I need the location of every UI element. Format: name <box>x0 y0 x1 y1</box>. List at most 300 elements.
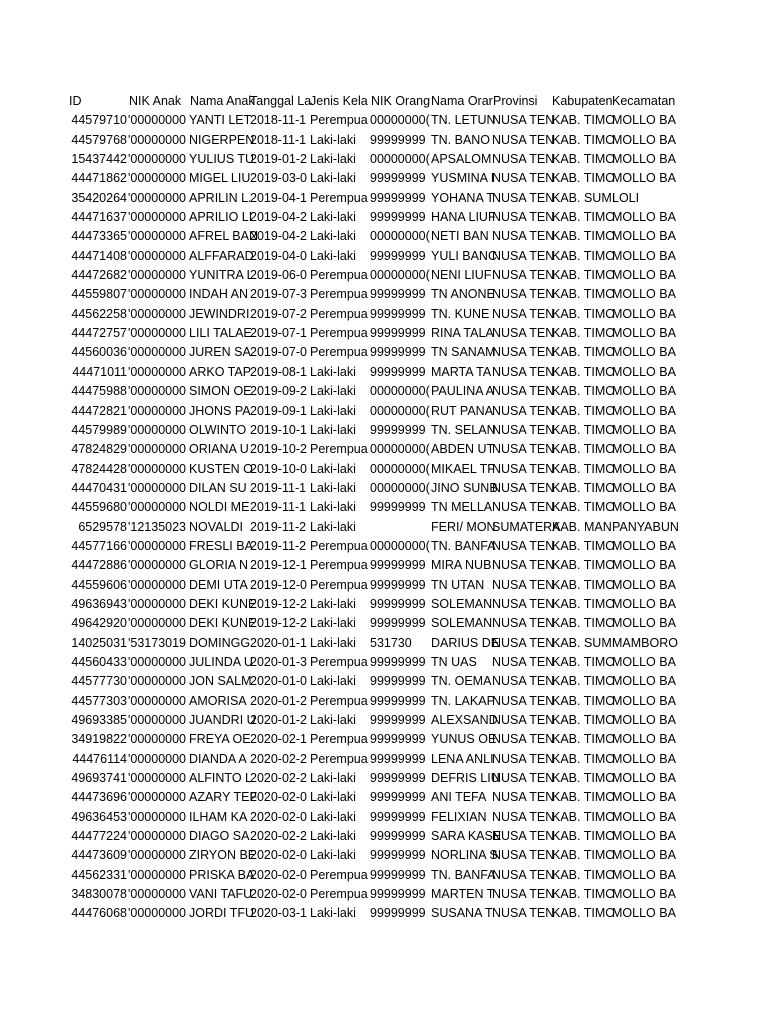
cell-kecamatan: LOLI <box>612 190 640 205</box>
table-body <box>0 111 679 923</box>
cell-kabupaten: KAB. SUMI <box>552 635 616 650</box>
cell-tanggal-lahir: 2019-04-2 <box>250 210 307 225</box>
cell-id: 44471862 <box>71 171 127 186</box>
cell-id: 44577303 <box>71 693 127 708</box>
cell-kabupaten: KAB. TIMO <box>552 616 615 631</box>
cell-jenis-kelamin: Perempua <box>310 190 368 205</box>
cell-id: 44477224 <box>71 829 127 844</box>
table-row <box>0 634 678 653</box>
cell-provinsi: NUSA TEN <box>492 171 555 186</box>
cell-kabupaten: KAB. TIMO <box>552 906 615 921</box>
cell-id: 44579989 <box>71 422 127 437</box>
cell-tanggal-lahir: 2018-11-1 <box>250 132 307 147</box>
cell-nik-orang-tua: 00000000( <box>370 113 430 128</box>
cell-nik-orang-tua: 00000000( <box>370 461 430 476</box>
cell-kabupaten: KAB. TIMO <box>552 248 615 263</box>
cell-id: 44475988 <box>71 384 127 399</box>
cell-jenis-kelamin: Perempua <box>310 654 368 669</box>
cell-kabupaten: KAB. TIMO <box>552 113 615 128</box>
cell-provinsi: NUSA TEN <box>492 422 555 437</box>
cell-jenis-kelamin: Laki-laki <box>310 635 356 650</box>
cell-nama-orang-tua: TN UTAN <box>431 577 485 592</box>
cell-nik-anak: '00000000 <box>128 480 187 495</box>
table-row <box>0 440 676 459</box>
header-kecamatan: Kecamatan <box>612 94 676 108</box>
cell-id: 44473365 <box>71 229 127 244</box>
cell-provinsi: NUSA TEN <box>492 132 555 147</box>
cell-kabupaten: KAB. TIMO <box>552 480 615 495</box>
table-row <box>0 169 676 188</box>
cell-tanggal-lahir: 2020-03-1 <box>250 906 307 921</box>
spreadsheet <box>0 92 679 924</box>
cell-kabupaten: KAB. TIMO <box>552 384 615 399</box>
cell-provinsi: NUSA TEN <box>492 654 555 669</box>
cell-kecamatan: MOLLO BA <box>612 364 676 379</box>
cell-nik-orang-tua: 99999999 <box>370 596 426 611</box>
cell-nik-anak: '00000000 <box>128 829 187 844</box>
cell-id: 34919822 <box>71 732 127 747</box>
cell-id: 49642920 <box>71 616 127 631</box>
cell-jenis-kelamin: Perempua <box>310 345 368 360</box>
cell-nik-anak: '00000000 <box>128 771 187 786</box>
cell-provinsi: NUSA TEN <box>492 113 555 128</box>
cell-jenis-kelamin: Perempua <box>310 867 368 882</box>
cell-id: 44471637 <box>71 210 127 225</box>
cell-nama-anak: GLORIA N <box>189 558 249 573</box>
cell-jenis-kelamin: Laki-laki <box>310 364 356 379</box>
cell-tanggal-lahir: 2019-03-0 <box>250 171 307 186</box>
cell-kecamatan: MOLLO BA <box>612 345 676 360</box>
cell-nik-orang-tua: 99999999 <box>370 287 426 302</box>
cell-provinsi: NUSA TEN <box>492 867 555 882</box>
cell-nama-orang-tua: YULI BANC <box>431 248 497 263</box>
cell-provinsi: NUSA TEN <box>492 751 555 766</box>
cell-kabupaten: KAB. TIMO <box>552 713 615 727</box>
cell-nik-anak: '00000000 <box>128 732 187 747</box>
cell-kecamatan: MOLLO BA <box>612 210 676 225</box>
cell-kabupaten: KAB. TIMO <box>552 654 615 669</box>
cell-nama-anak: OLWINTO <box>189 422 247 437</box>
cell-jenis-kelamin: Perempua <box>310 287 368 302</box>
table-row <box>0 150 676 169</box>
cell-id: 44562331 <box>71 867 127 882</box>
cell-nik-orang-tua: 531730 <box>370 635 412 650</box>
cell-nama-anak: LILI TALAE <box>189 326 252 341</box>
cell-nama-anak: JUREN SA <box>189 345 251 360</box>
cell-kecamatan: MOLLO BA <box>612 848 676 863</box>
cell-kabupaten: KAB. TIMO <box>552 732 615 747</box>
cell-jenis-kelamin: Laki-laki <box>310 229 356 244</box>
cell-nik-orang-tua: 99999999 <box>370 500 426 515</box>
cell-tanggal-lahir: 2020-02-0 <box>250 887 307 902</box>
cell-provinsi: NUSA TEN <box>492 635 555 650</box>
cell-kabupaten: KAB. TIMO <box>552 829 615 844</box>
cell-kabupaten: KAB. TIMO <box>552 577 615 592</box>
cell-nama-orang-tua: MARTEN T <box>431 887 495 902</box>
cell-kabupaten: KAB. TIMO <box>552 867 615 882</box>
cell-provinsi: NUSA TEN <box>492 500 555 515</box>
cell-provinsi: NUSA TEN <box>492 790 555 805</box>
table-row <box>0 305 676 324</box>
cell-nama-orang-tua: MIKAEL TF <box>431 461 495 476</box>
cell-id: 44562258 <box>71 306 127 321</box>
cell-id: 44560036 <box>71 345 127 360</box>
cell-kecamatan: MOLLO BA <box>612 577 676 592</box>
cell-nama-orang-tua: TN SANAM <box>431 345 496 360</box>
cell-jenis-kelamin: Laki-laki <box>310 171 356 186</box>
cell-kecamatan: MOLLO BA <box>612 596 676 611</box>
cell-provinsi: NUSA TEN <box>492 287 555 302</box>
cell-tanggal-lahir: 2020-02-1 <box>250 732 307 747</box>
cell-kecamatan: MOLLO BA <box>612 829 676 844</box>
cell-nama-orang-tua: MIRA NUB <box>431 558 492 573</box>
cell-tanggal-lahir: 2019-08-1 <box>250 364 307 379</box>
cell-nama-orang-tua: FELIXIAN <box>431 809 487 824</box>
cell-nama-orang-tua: YUNUS OE <box>431 732 497 747</box>
table-row <box>0 324 676 343</box>
cell-kecamatan: MOLLO BA <box>612 809 676 824</box>
cell-id: 6529578 <box>78 519 127 534</box>
cell-nama-anak: INDAH AN <box>189 287 249 302</box>
cell-id: 44472682 <box>71 268 127 283</box>
cell-id: 47824829 <box>71 442 127 457</box>
table-row <box>0 653 676 672</box>
cell-nik-anak: '00000000 <box>128 577 187 592</box>
cell-provinsi: NUSA TEN <box>492 210 555 225</box>
cell-provinsi: NUSA TEN <box>492 809 555 824</box>
cell-tanggal-lahir: 2019-12-2 <box>250 616 307 631</box>
cell-jenis-kelamin: Laki-laki <box>310 152 356 167</box>
cell-kecamatan: MOLLO BA <box>612 790 676 805</box>
header-jenis-kelamin: Jenis Kela <box>310 94 368 108</box>
cell-nik-orang-tua: 99999999 <box>370 790 426 805</box>
cell-id: 44579768 <box>71 132 127 147</box>
cell-tanggal-lahir: 2020-01-2 <box>250 713 307 727</box>
cell-nik-orang-tua: 00000000( <box>370 152 430 167</box>
cell-nik-anak: '00000000 <box>128 809 187 824</box>
cell-nik-anak: '00000000 <box>128 364 187 379</box>
cell-nama-anak: SIMON OE <box>189 384 252 399</box>
cell-jenis-kelamin: Laki-laki <box>310 809 356 824</box>
table-row <box>0 788 676 807</box>
cell-kabupaten: KAB. TIMO <box>552 771 615 786</box>
cell-nama-anak: KUSTEN O <box>189 461 253 476</box>
cell-nik-orang-tua: 00000000( <box>370 480 430 495</box>
cell-provinsi: NUSA TEN <box>492 577 555 592</box>
cell-kecamatan: MOLLO BA <box>612 171 676 186</box>
cell-id: 44473609 <box>71 848 127 863</box>
cell-nama-anak: AMORISA <box>189 693 247 708</box>
cell-provinsi: NUSA TEN <box>492 848 555 863</box>
cell-tanggal-lahir: 2019-01-2 <box>250 152 307 167</box>
cell-nama-orang-tua: MARTA TA <box>431 364 492 379</box>
cell-nik-anak: '00000000 <box>128 268 187 283</box>
cell-id: 44476068 <box>71 906 127 921</box>
cell-nama-orang-tua: TN. BANFA <box>431 867 496 882</box>
cell-kabupaten: KAB. TIMO <box>552 345 615 360</box>
cell-jenis-kelamin: Laki-laki <box>310 616 356 631</box>
cell-kecamatan: MOLLO BA <box>612 248 676 263</box>
cell-kabupaten: KAB. TIMO <box>552 848 615 863</box>
header-kabupaten: Kabupaten <box>552 94 613 108</box>
table-row <box>0 266 676 285</box>
cell-id: 49693385 <box>71 713 127 727</box>
cell-id: 44471408 <box>71 248 127 263</box>
cell-nama-orang-tua: TN. SELAN <box>431 422 496 437</box>
cell-tanggal-lahir: 2020-01-1 <box>250 635 307 650</box>
cell-nama-anak: ARKO TAP <box>189 364 252 379</box>
cell-nama-orang-tua: RUT PANA <box>431 403 494 418</box>
cell-nama-anak: DEKI KUNE <box>189 616 257 631</box>
cell-provinsi: NUSA TEN <box>492 596 555 611</box>
cell-kecamatan: MOLLO BA <box>612 751 676 766</box>
cell-nik-anak: '00000000 <box>128 326 187 341</box>
cell-nik-orang-tua: 99999999 <box>370 132 426 147</box>
cell-kabupaten: KAB. MAN <box>552 519 612 534</box>
cell-nik-orang-tua: 99999999 <box>370 248 426 263</box>
cell-nik-orang-tua: 99999999 <box>370 210 426 225</box>
cell-nik-anak: '00000000 <box>128 616 187 631</box>
cell-tanggal-lahir: 2019-09-1 <box>250 403 307 418</box>
table-row <box>0 885 676 904</box>
cell-tanggal-lahir: 2019-04-2 <box>250 229 307 244</box>
cell-nik-anak: '00000000 <box>128 442 187 457</box>
cell-kecamatan: MOLLO BA <box>612 693 676 708</box>
header-provinsi: Provinsi <box>493 94 538 108</box>
cell-provinsi: NUSA TEN <box>492 248 555 263</box>
cell-nik-anak: '00000000 <box>128 790 187 805</box>
table-row <box>0 421 676 440</box>
cell-nik-anak: '00000000 <box>128 248 187 263</box>
cell-provinsi: NUSA TEN <box>492 887 555 902</box>
cell-kecamatan: MOLLO BA <box>612 461 676 476</box>
cell-nama-orang-tua: TN MELLA <box>431 500 493 515</box>
table-row <box>0 672 676 691</box>
cell-tanggal-lahir: 2020-01-2 <box>250 693 307 708</box>
cell-id: 49693741 <box>71 771 127 786</box>
cell-nama-anak: JULINDA U <box>189 654 253 669</box>
cell-jenis-kelamin: Laki-laki <box>310 790 356 805</box>
cell-kecamatan: MOLLO BA <box>612 558 676 573</box>
cell-nama-anak: JEWINDRI <box>189 306 250 321</box>
cell-kabupaten: KAB. TIMO <box>552 287 615 302</box>
cell-provinsi: SUMATERA <box>492 519 561 534</box>
cell-tanggal-lahir: 2019-07-2 <box>250 306 307 321</box>
table-row <box>0 730 676 749</box>
cell-tanggal-lahir: 2019-04-1 <box>250 190 307 205</box>
table-row <box>0 614 676 633</box>
cell-jenis-kelamin: Perempua <box>310 113 368 128</box>
cell-kabupaten: KAB. TIMO <box>552 229 615 244</box>
table-row <box>0 208 676 227</box>
table-row <box>0 343 676 362</box>
cell-kecamatan: MOLLO BA <box>612 674 676 689</box>
cell-provinsi: NUSA TEN <box>492 326 555 341</box>
cell-nik-orang-tua: 99999999 <box>370 887 426 902</box>
cell-provinsi: NUSA TEN <box>492 829 555 844</box>
cell-nik-orang-tua: 99999999 <box>370 732 426 747</box>
table-row <box>0 904 676 923</box>
cell-nama-anak: DEKI KUNE <box>189 596 257 611</box>
cell-jenis-kelamin: Perempua <box>310 538 368 553</box>
cell-kecamatan: MOLLO BA <box>612 287 676 302</box>
cell-tanggal-lahir: 2020-02-0 <box>250 848 307 863</box>
cell-nama-anak: AFREL BAN <box>189 229 259 244</box>
cell-kecamatan: MOLLO BA <box>612 480 676 495</box>
cell-tanggal-lahir: 2019-09-2 <box>250 384 307 399</box>
cell-kecamatan: MOLLO BA <box>612 616 676 631</box>
cell-jenis-kelamin: Perempua <box>310 558 368 573</box>
cell-tanggal-lahir: 2020-01-3 <box>250 654 307 669</box>
cell-tanggal-lahir: 2019-12-0 <box>250 577 307 592</box>
cell-jenis-kelamin: Perempua <box>310 887 368 902</box>
table-row <box>0 111 676 130</box>
cell-nik-orang-tua: 99999999 <box>370 577 426 592</box>
cell-provinsi: NUSA TEN <box>492 713 555 727</box>
cell-nama-anak: NOLDI ME <box>189 500 250 515</box>
cell-nik-anak: '00000000 <box>128 674 187 689</box>
cell-nama-orang-tua: NENI LIUF <box>431 268 492 283</box>
cell-jenis-kelamin: Laki-laki <box>310 848 356 863</box>
cell-nama-orang-tua: TN. BANO <box>431 132 491 147</box>
cell-tanggal-lahir: 2020-02-2 <box>250 829 307 844</box>
cell-kabupaten: KAB. TIMO <box>552 790 615 805</box>
cell-nama-orang-tua: TN UAS <box>431 654 477 669</box>
cell-jenis-kelamin: Perempua <box>310 751 368 766</box>
cell-kecamatan: MOLLO BA <box>612 732 676 747</box>
cell-nama-anak: AZARY TEF <box>189 790 258 805</box>
cell-kabupaten: KAB. SUMI <box>552 190 616 205</box>
cell-nik-anak: '00000000 <box>128 848 187 863</box>
cell-jenis-kelamin: Perempua <box>310 693 368 708</box>
table-row <box>0 363 676 382</box>
cell-tanggal-lahir: 2019-11-2 <box>250 538 307 553</box>
table-row <box>0 537 676 556</box>
cell-nama-anak: PRISKA BA <box>189 867 255 882</box>
cell-kecamatan: MOLLO BA <box>612 132 676 147</box>
cell-nik-orang-tua: 00000000( <box>370 442 430 457</box>
table-row <box>0 189 672 208</box>
cell-kabupaten: KAB. TIMO <box>552 171 615 186</box>
cell-kabupaten: KAB. TIMO <box>552 422 615 437</box>
table-row <box>0 692 676 711</box>
cell-nama-orang-tua: TN. OEMA <box>431 674 492 689</box>
cell-nama-orang-tua: SOLEMAN <box>431 596 493 611</box>
header-row <box>0 92 676 111</box>
cell-nik-anak: '00000000 <box>128 596 187 611</box>
cell-jenis-kelamin: Laki-laki <box>310 906 356 921</box>
cell-kabupaten: KAB. TIMO <box>552 268 615 283</box>
cell-id: 44559606 <box>71 577 127 592</box>
cell-tanggal-lahir: 2019-10-2 <box>250 442 307 457</box>
cell-nik-anak: '00000000 <box>128 229 187 244</box>
table-row <box>0 866 676 885</box>
cell-nama-anak: APRILIN L. <box>189 190 252 205</box>
cell-provinsi: NUSA TEN <box>492 384 555 399</box>
cell-nama-anak: YUNITRA L <box>189 268 254 283</box>
cell-nama-anak: YULIUS TU <box>189 152 255 167</box>
cell-jenis-kelamin: Laki-laki <box>310 461 356 476</box>
cell-nama-anak: JORDI TFU <box>189 906 255 921</box>
cell-nik-anak: '00000000 <box>128 461 187 476</box>
cell-nama-anak: MIGEL LIU <box>189 171 251 186</box>
cell-provinsi: NUSA TEN <box>492 616 555 631</box>
cell-nik-anak: '00000000 <box>128 558 187 573</box>
cell-jenis-kelamin: Perempua <box>310 326 368 341</box>
cell-kabupaten: KAB. TIMO <box>552 887 615 902</box>
cell-tanggal-lahir: 2019-06-0 <box>250 268 307 283</box>
cell-nik-orang-tua: 99999999 <box>370 848 426 863</box>
cell-tanggal-lahir: 2019-07-1 <box>250 326 307 341</box>
cell-nama-anak: DILAN SU <box>189 480 247 495</box>
cell-nama-orang-tua: TN ANONE <box>431 287 495 302</box>
cell-jenis-kelamin: Laki-laki <box>310 403 356 418</box>
cell-id: 47824428 <box>71 461 127 476</box>
cell-provinsi: NUSA TEN <box>492 693 555 708</box>
cell-kabupaten: KAB. TIMO <box>552 210 615 225</box>
cell-nama-orang-tua: TN. BANFA <box>431 538 496 553</box>
cell-nik-orang-tua: 00000000( <box>370 403 430 418</box>
cell-nik-orang-tua: 99999999 <box>370 674 426 689</box>
cell-id: 44579710 <box>71 113 127 128</box>
cell-kabupaten: KAB. TIMO <box>552 538 615 553</box>
cell-tanggal-lahir: 2019-12-1 <box>250 558 307 573</box>
cell-nama-anak: DIANDA A <box>189 751 247 766</box>
cell-jenis-kelamin: Perempua <box>310 268 368 283</box>
cell-jenis-kelamin: Perempua <box>310 732 368 747</box>
cell-provinsi: NUSA TEN <box>492 732 555 747</box>
cell-nik-orang-tua: 99999999 <box>370 190 426 205</box>
cell-nama-orang-tua: ABDEN UT <box>431 442 495 457</box>
cell-provinsi: NUSA TEN <box>492 558 555 573</box>
cell-provinsi: NUSA TEN <box>492 229 555 244</box>
cell-nama-orang-tua: LENA ANLI <box>431 751 494 766</box>
table-row <box>0 247 676 266</box>
cell-nik-orang-tua: 99999999 <box>370 326 426 341</box>
cell-nik-orang-tua: 99999999 <box>370 306 426 321</box>
cell-nik-orang-tua: 99999999 <box>370 713 426 727</box>
cell-provinsi: NUSA TEN <box>492 906 555 921</box>
cell-nik-anak: '00000000 <box>128 210 187 225</box>
cell-nik-anak: '00000000 <box>128 500 187 515</box>
cell-jenis-kelamin: Laki-laki <box>310 422 356 437</box>
cell-nama-orang-tua: PAULINA A <box>431 384 494 399</box>
cell-provinsi: NUSA TEN <box>492 538 555 553</box>
cell-kabupaten: KAB. TIMO <box>552 132 615 147</box>
cell-tanggal-lahir: 2019-10-1 <box>250 422 307 437</box>
cell-kabupaten: KAB. TIMO <box>552 693 615 708</box>
cell-nik-anak: '00000000 <box>128 887 187 902</box>
table-row <box>0 498 676 517</box>
table-row <box>0 285 676 304</box>
cell-nama-anak: DIAGO SA <box>189 829 250 844</box>
cell-provinsi: NUSA TEN <box>492 190 555 205</box>
cell-nama-anak: ORIANA U <box>189 442 249 457</box>
cell-nik-anak: '00000000 <box>128 132 187 147</box>
table-row <box>0 556 676 575</box>
cell-jenis-kelamin: Perempua <box>310 306 368 321</box>
table-row <box>0 595 676 614</box>
cell-kecamatan: PANYABUN <box>612 519 679 534</box>
cell-nama-anak: DEMI UTA <box>189 577 248 592</box>
header-id: ID <box>69 94 82 108</box>
cell-nama-anak: NIGERPEN <box>189 132 255 147</box>
cell-nik-anak: '00000000 <box>128 345 187 360</box>
cell-nama-orang-tua: TN. KUNE <box>431 306 490 321</box>
cell-kabupaten: KAB. TIMO <box>552 751 615 766</box>
cell-nama-anak: APRILIO LI <box>189 210 253 225</box>
cell-kecamatan: MOLLO BA <box>612 654 676 669</box>
